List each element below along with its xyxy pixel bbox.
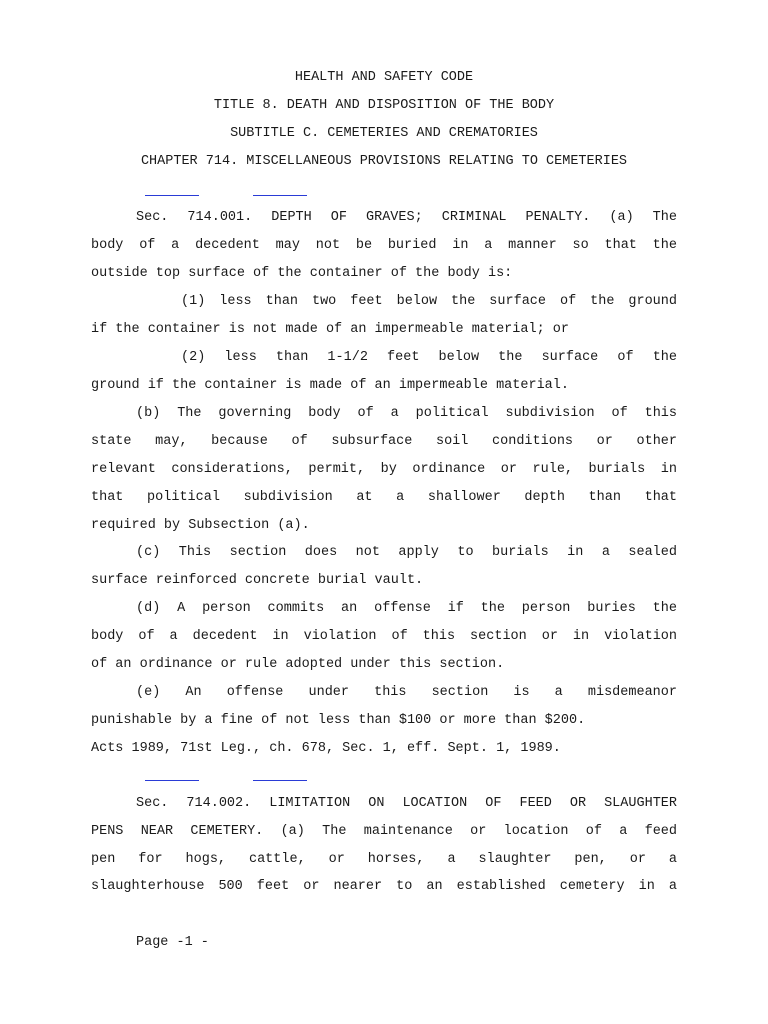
text-line: PENS NEAR CEMETERY. (a) The maintenance or location of a feed [91,824,677,839]
code-heading: HEALTH AND SAFETY CODE [294,70,474,85]
text-line: state may, because of subsurface soil conditions or other [91,434,677,449]
text-line: (c) This section does not apply to burials in a sealed [136,545,677,560]
section-link-2[interactable] [253,183,307,196]
section-1-links [0,183,768,197]
section-link-1[interactable] [145,183,199,196]
source-note: Acts 1989, 71st Leg., ch. 678, Sec. 1, eff. Sept. 1, 1989. [91,741,561,756]
chapter-heading: CHAPTER 714. MISCELLANEOUS PROVISIONS RELATING TO CEMETERIES [140,154,628,169]
text-line: relevant considerations, permit, by ordinance or rule, burials in [91,462,677,477]
text-line: slaughterhouse 500 feet or nearer to an established cemetery in a [91,879,677,894]
text-line: Sec. 714.001. DEPTH OF GRAVES; CRIMINAL PENALTY. (a) The [136,210,677,225]
text-line: (d) A person commits an offense if the person buries the [136,601,677,616]
text-line: body of a decedent in violation of this section or in violation [91,629,677,644]
text-line: surface reinforced concrete burial vault. [91,573,424,588]
section-link-3[interactable] [145,768,199,781]
text-line: (1) less than two feet below the surface of the ground [181,294,677,309]
text-line: (2) less than 1-1/2 feet below the surface of the [181,350,677,365]
text-line: of an ordinance or rule adopted under this section. [91,657,505,672]
text-line: (e) An offense under this section is a misdemeanor [136,685,677,700]
text-line: Sec. 714.002. LIMITATION ON LOCATION OF FEED OR SLAUGHTER [136,796,677,811]
text-line: pen for hogs, cattle, or horses, a slaughter pen, or a [91,852,677,867]
page-number: Page -1 - [136,935,209,950]
text-line: (b) The governing body of a political subdivision of this [136,406,677,421]
text-line: that political subdivision at a shallower depth than that [91,490,677,505]
text-line: ground if the container is made of an impermeable material. [91,378,569,393]
section-link-4[interactable] [253,768,307,781]
text-line: if the container is not made of an impermeable material; or [91,322,569,337]
title-heading: TITLE 8. DEATH AND DISPOSITION OF THE BODY [213,98,555,113]
section-2-links [0,768,768,782]
subtitle-heading: SUBTITLE C. CEMETERIES AND CREMATORIES [230,126,538,141]
text-line: required by Subsection (a). [91,518,310,533]
text-line: body of a decedent may not be buried in a manner so that the [91,238,677,253]
text-line: punishable by a fine of not less than $100 or more than $200. [91,713,586,728]
text-line: outside top surface of the container of the body is: [91,266,513,281]
